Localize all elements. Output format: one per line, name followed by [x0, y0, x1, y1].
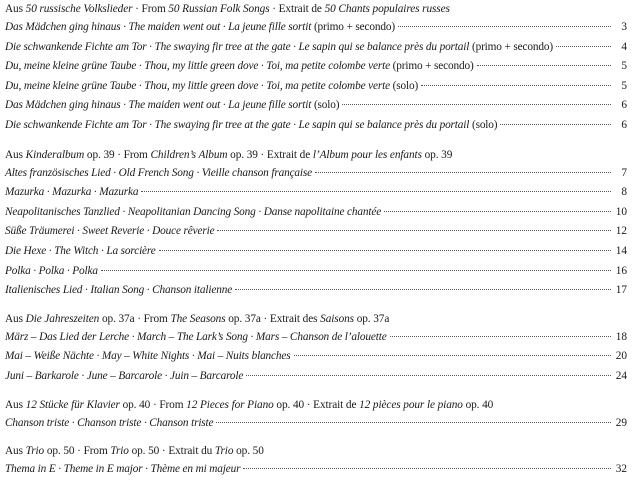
entry-title-text: Das Mädchen ging hinaus · The maiden went out · La jeune fille sortit — [5, 99, 312, 112]
heading-part-pre: Aus — [5, 3, 26, 15]
section-spacer — [5, 301, 627, 310]
heading-part-end: op. 50 — [233, 445, 264, 458]
heading-part-end: op. 37a — [353, 312, 390, 325]
entry-title — [5, 460, 240, 480]
page-number: 17 — [615, 284, 627, 297]
toc-entry[interactable] — [5, 38, 627, 58]
entry-note: (solo) — [389, 79, 419, 92]
heading-part-pre: Aus — [5, 312, 26, 325]
entry-title — [5, 203, 381, 223]
entry-title — [5, 347, 291, 367]
entry-note: (solo) — [469, 118, 498, 131]
dot-leader — [500, 124, 611, 125]
dot-leader — [390, 336, 611, 337]
dot-leader — [421, 85, 611, 86]
toc-entry[interactable] — [5, 222, 627, 242]
heading-part-mid1: op. 37a · From — [99, 312, 171, 325]
entry-title-text: Die schwankende Fichte am Tor · The swaying fir tree at the gate · Le sapin qui se balance près du portail — [5, 118, 470, 131]
section-heading — [5, 396, 627, 414]
heading-part-it2: 50 Russian Folk Songs — [168, 3, 270, 15]
page-number: 6 — [621, 99, 627, 112]
heading-part-mid2: · Extrait de — [269, 3, 325, 15]
entry-title — [5, 18, 395, 38]
toc-entry[interactable] — [5, 183, 627, 203]
toc-entry[interactable] — [5, 347, 627, 367]
entry-note: (primo + secondo) — [311, 21, 395, 33]
heading-part-it3: Trio — [214, 445, 234, 458]
dot-leader — [141, 191, 611, 192]
section-spacer — [5, 433, 627, 442]
entry-title — [5, 222, 214, 242]
heading-part-mid2: op. 39 · Extrait de — [227, 148, 313, 161]
dot-leader — [159, 250, 611, 251]
toc-section — [5, 396, 627, 434]
toc-section — [5, 146, 627, 301]
dot-leader — [294, 355, 611, 356]
toc-entry[interactable] — [5, 262, 627, 282]
page-number: 3 — [621, 21, 627, 33]
heading-part-pre: Aus — [5, 445, 26, 458]
dot-leader — [246, 375, 611, 376]
toc-entry[interactable] — [5, 367, 627, 387]
section-heading — [5, 146, 627, 164]
entry-title — [5, 96, 339, 116]
dot-leader — [216, 422, 611, 423]
heading-part-it3: l’Album pour les enfants — [312, 148, 422, 161]
toc-entry[interactable] — [5, 203, 627, 223]
dot-leader — [477, 65, 611, 66]
section-heading — [5, 310, 627, 328]
page-number: 16 — [615, 264, 627, 277]
toc-section — [5, 310, 627, 387]
heading-part-mid1: op. 39 · From — [84, 148, 151, 161]
heading-part-it2: Children’s Album — [150, 148, 228, 161]
toc-section — [5, 0, 627, 136]
entry-title — [5, 242, 156, 262]
heading-part-it1: 12 Stücke für Klavier — [25, 398, 120, 411]
toc-entry[interactable] — [5, 77, 627, 97]
entry-title-text: März – Das Lied der Lerche · March – The Lark’s Song · Mars – Chanson de l’alouette — [5, 330, 387, 343]
heading-part-it1: 50 russische Volkslieder — [25, 3, 133, 15]
heading-part-it1: Kinderalbum — [25, 148, 85, 161]
entry-title-text: Chanson triste · Chanson triste · Chanson triste — [5, 416, 214, 429]
entry-title — [5, 367, 243, 387]
toc-entry[interactable] — [5, 18, 627, 38]
toc-entry[interactable] — [5, 281, 627, 301]
entry-title-text: Altes französisches Lied · Old French Song · Vieille chanson française — [5, 166, 313, 179]
toc-entry[interactable] — [5, 164, 627, 184]
entry-title — [5, 116, 497, 136]
entry-title-text: Die Hexe · The Witch · La sorcière — [5, 244, 156, 257]
entry-title — [5, 164, 312, 184]
entry-title-text: Das Mädchen ging hinaus · The maiden went out · La jeune fille sortit — [5, 21, 312, 33]
entry-title-text: Süße Träumerei · Sweet Reverie · Douce rêverie — [5, 225, 215, 238]
heading-part-it2: 12 Pieces for Piano — [186, 398, 274, 411]
section-spacer — [5, 387, 627, 396]
page-number: 18 — [615, 330, 627, 343]
page-number: 20 — [615, 350, 627, 363]
toc-entry[interactable] — [5, 96, 627, 116]
toc-entry[interactable] — [5, 414, 627, 434]
dot-leader — [398, 26, 611, 27]
heading-part-it2: Trio — [110, 445, 129, 458]
entry-title-text: Thema in E · Theme in E major · Thème en mi majeur — [5, 463, 241, 476]
heading-part-pre: Aus — [5, 148, 26, 161]
dot-leader — [384, 211, 611, 212]
heading-part-it2: The Seasons — [170, 312, 226, 325]
toc-entry[interactable] — [5, 242, 627, 262]
entry-note: (solo) — [311, 99, 340, 112]
heading-part-mid2: op. 40 · Extrait de — [273, 398, 360, 411]
page-number: 8 — [621, 186, 627, 199]
dot-leader — [315, 172, 611, 173]
page-number: 4 — [621, 40, 627, 53]
entry-title — [5, 281, 232, 301]
dot-leader — [235, 289, 611, 290]
entry-title — [5, 262, 98, 282]
entry-note: (primo + secondo) — [469, 40, 553, 53]
toc-entry[interactable] — [5, 116, 627, 136]
heading-part-it3: Saisons — [320, 312, 354, 325]
page-number: 14 — [615, 244, 627, 257]
page-number: 32 — [615, 463, 627, 476]
dot-leader — [217, 230, 611, 231]
page-number: 5 — [621, 79, 627, 92]
entry-title — [5, 414, 213, 434]
page-number: 5 — [621, 60, 627, 73]
page-number: 10 — [615, 205, 627, 218]
entry-title-text: Juni – Barkarole · June – Barcarole · Juin – Barcarole — [5, 369, 244, 382]
page-number: 6 — [621, 118, 627, 131]
dot-leader — [243, 468, 611, 469]
table-of-contents — [5, 0, 627, 480]
heading-part-pre: Aus — [5, 398, 26, 411]
entry-note: (primo + secondo) — [389, 60, 474, 73]
entry-title — [5, 328, 387, 348]
entry-title-text: Polka · Polka · Polka — [5, 264, 98, 277]
page-number: 12 — [615, 225, 627, 238]
entry-title-text: Die schwankende Fichte am Tor · The swaying fir tree at the gate · Le sapin qui se balance près du portail — [5, 40, 470, 53]
entry-title-text: Mazurka · Mazurka · Mazurka — [5, 186, 139, 199]
section-spacer — [5, 136, 627, 146]
heading-part-mid1: op. 40 · From — [119, 398, 187, 411]
dot-leader — [101, 270, 611, 271]
heading-part-it1: Die Jahreszeiten — [25, 312, 100, 325]
toc-entry[interactable] — [5, 460, 627, 480]
entry-title — [5, 57, 474, 77]
toc-entry[interactable] — [5, 328, 627, 348]
heading-part-mid1: · From — [132, 3, 169, 15]
dot-leader — [556, 46, 611, 47]
page-number: 24 — [615, 369, 627, 382]
page-number: 29 — [615, 416, 627, 429]
entry-title-text: Mai – Weiße Nächte · May – White Nights · Mai – Nuits blanches — [5, 350, 291, 363]
section-heading — [5, 0, 627, 18]
heading-part-mid1: op. 50 · From — [44, 445, 111, 458]
entry-title — [5, 38, 553, 58]
toc-entry[interactable] — [5, 57, 627, 77]
entry-title-text: Du, meine kleine grüne Taube · Thou, my little green dove · Toi, ma petite colombe verte — [5, 79, 390, 92]
heading-part-it3: 12 pièces pour le piano — [359, 398, 463, 411]
entry-title — [5, 183, 138, 203]
section-heading — [5, 442, 627, 460]
entry-title-text: Neapolitanisches Tanzlied · Neapolitanian Dancing Song · Danse napolitaine chantée — [5, 205, 382, 218]
heading-part-mid2: op. 50 · Extrait du — [128, 445, 215, 458]
heading-part-it1: Trio — [25, 445, 45, 458]
entry-title — [5, 77, 418, 97]
entry-title-text: Du, meine kleine grüne Taube · Thou, my little green dove · Toi, ma petite colombe verte — [5, 60, 390, 73]
page-number: 7 — [621, 166, 627, 179]
entry-title-text: Italienisches Lied · Italian Song · Chanson italienne — [5, 284, 233, 297]
heading-part-end: op. 40 — [462, 398, 494, 411]
heading-part-mid2: op. 37a · Extrait des — [225, 312, 321, 325]
heading-part-it3: 50 Chants populaires russes — [324, 3, 450, 15]
toc-section — [5, 442, 627, 480]
dot-leader — [342, 104, 611, 105]
heading-part-end: op. 39 — [421, 148, 453, 161]
